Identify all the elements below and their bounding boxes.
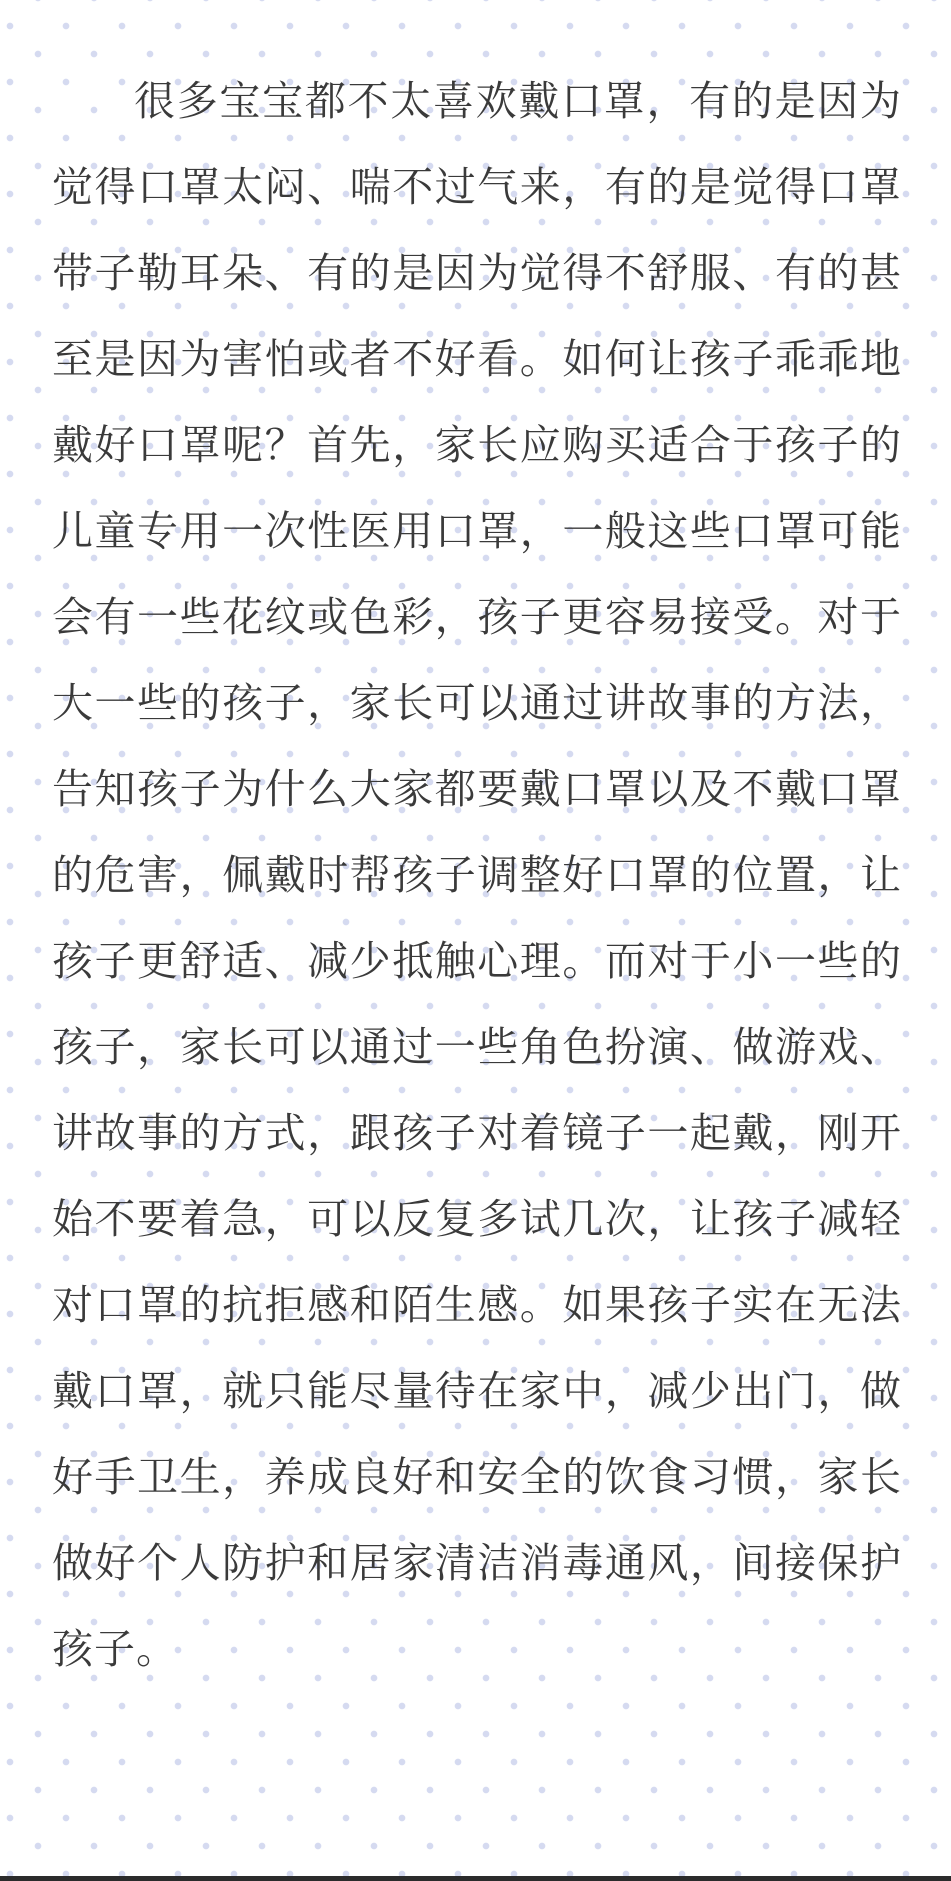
bottom-divider (0, 1876, 951, 1881)
article-paragraph: 很多宝宝都不太喜欢戴口罩，有的是因为觉得口罩太闷、喘不过气来，有的是觉得口罩带子勒耳朵、有的是因为觉得不舒服、有的甚至是因为害怕或者不好看。如何让孩子乖乖地戴好口罩呢？首先，家长应购买适合于孩子的儿童专用一次性医用口罩，一般这些口罩可能会有一些花纹或色彩，孩子更容易接受。对于大一些的孩子，家长可以通过讲故事的方法，告知孩子为什么大家都要戴口罩以及不戴口罩的危害，佩戴时帮孩子调整好口罩的位置，让孩子更舒适、减少抵触心理。而对于小一些的孩子，家长可以通过一些角色扮演、做游戏、讲故事的方式，跟孩子对着镜子一起戴，刚开始不要着急，可以反复多试几次，让孩子减轻对口罩的抗拒感和陌生感。如果孩子实在无法戴口罩，就只能尽量待在家中，减少出门，做好手卫生，养成良好和安全的饮食习惯，家长做好个人防护和居家清洁消毒通风，间接保护孩子。 (52, 77, 902, 1673)
